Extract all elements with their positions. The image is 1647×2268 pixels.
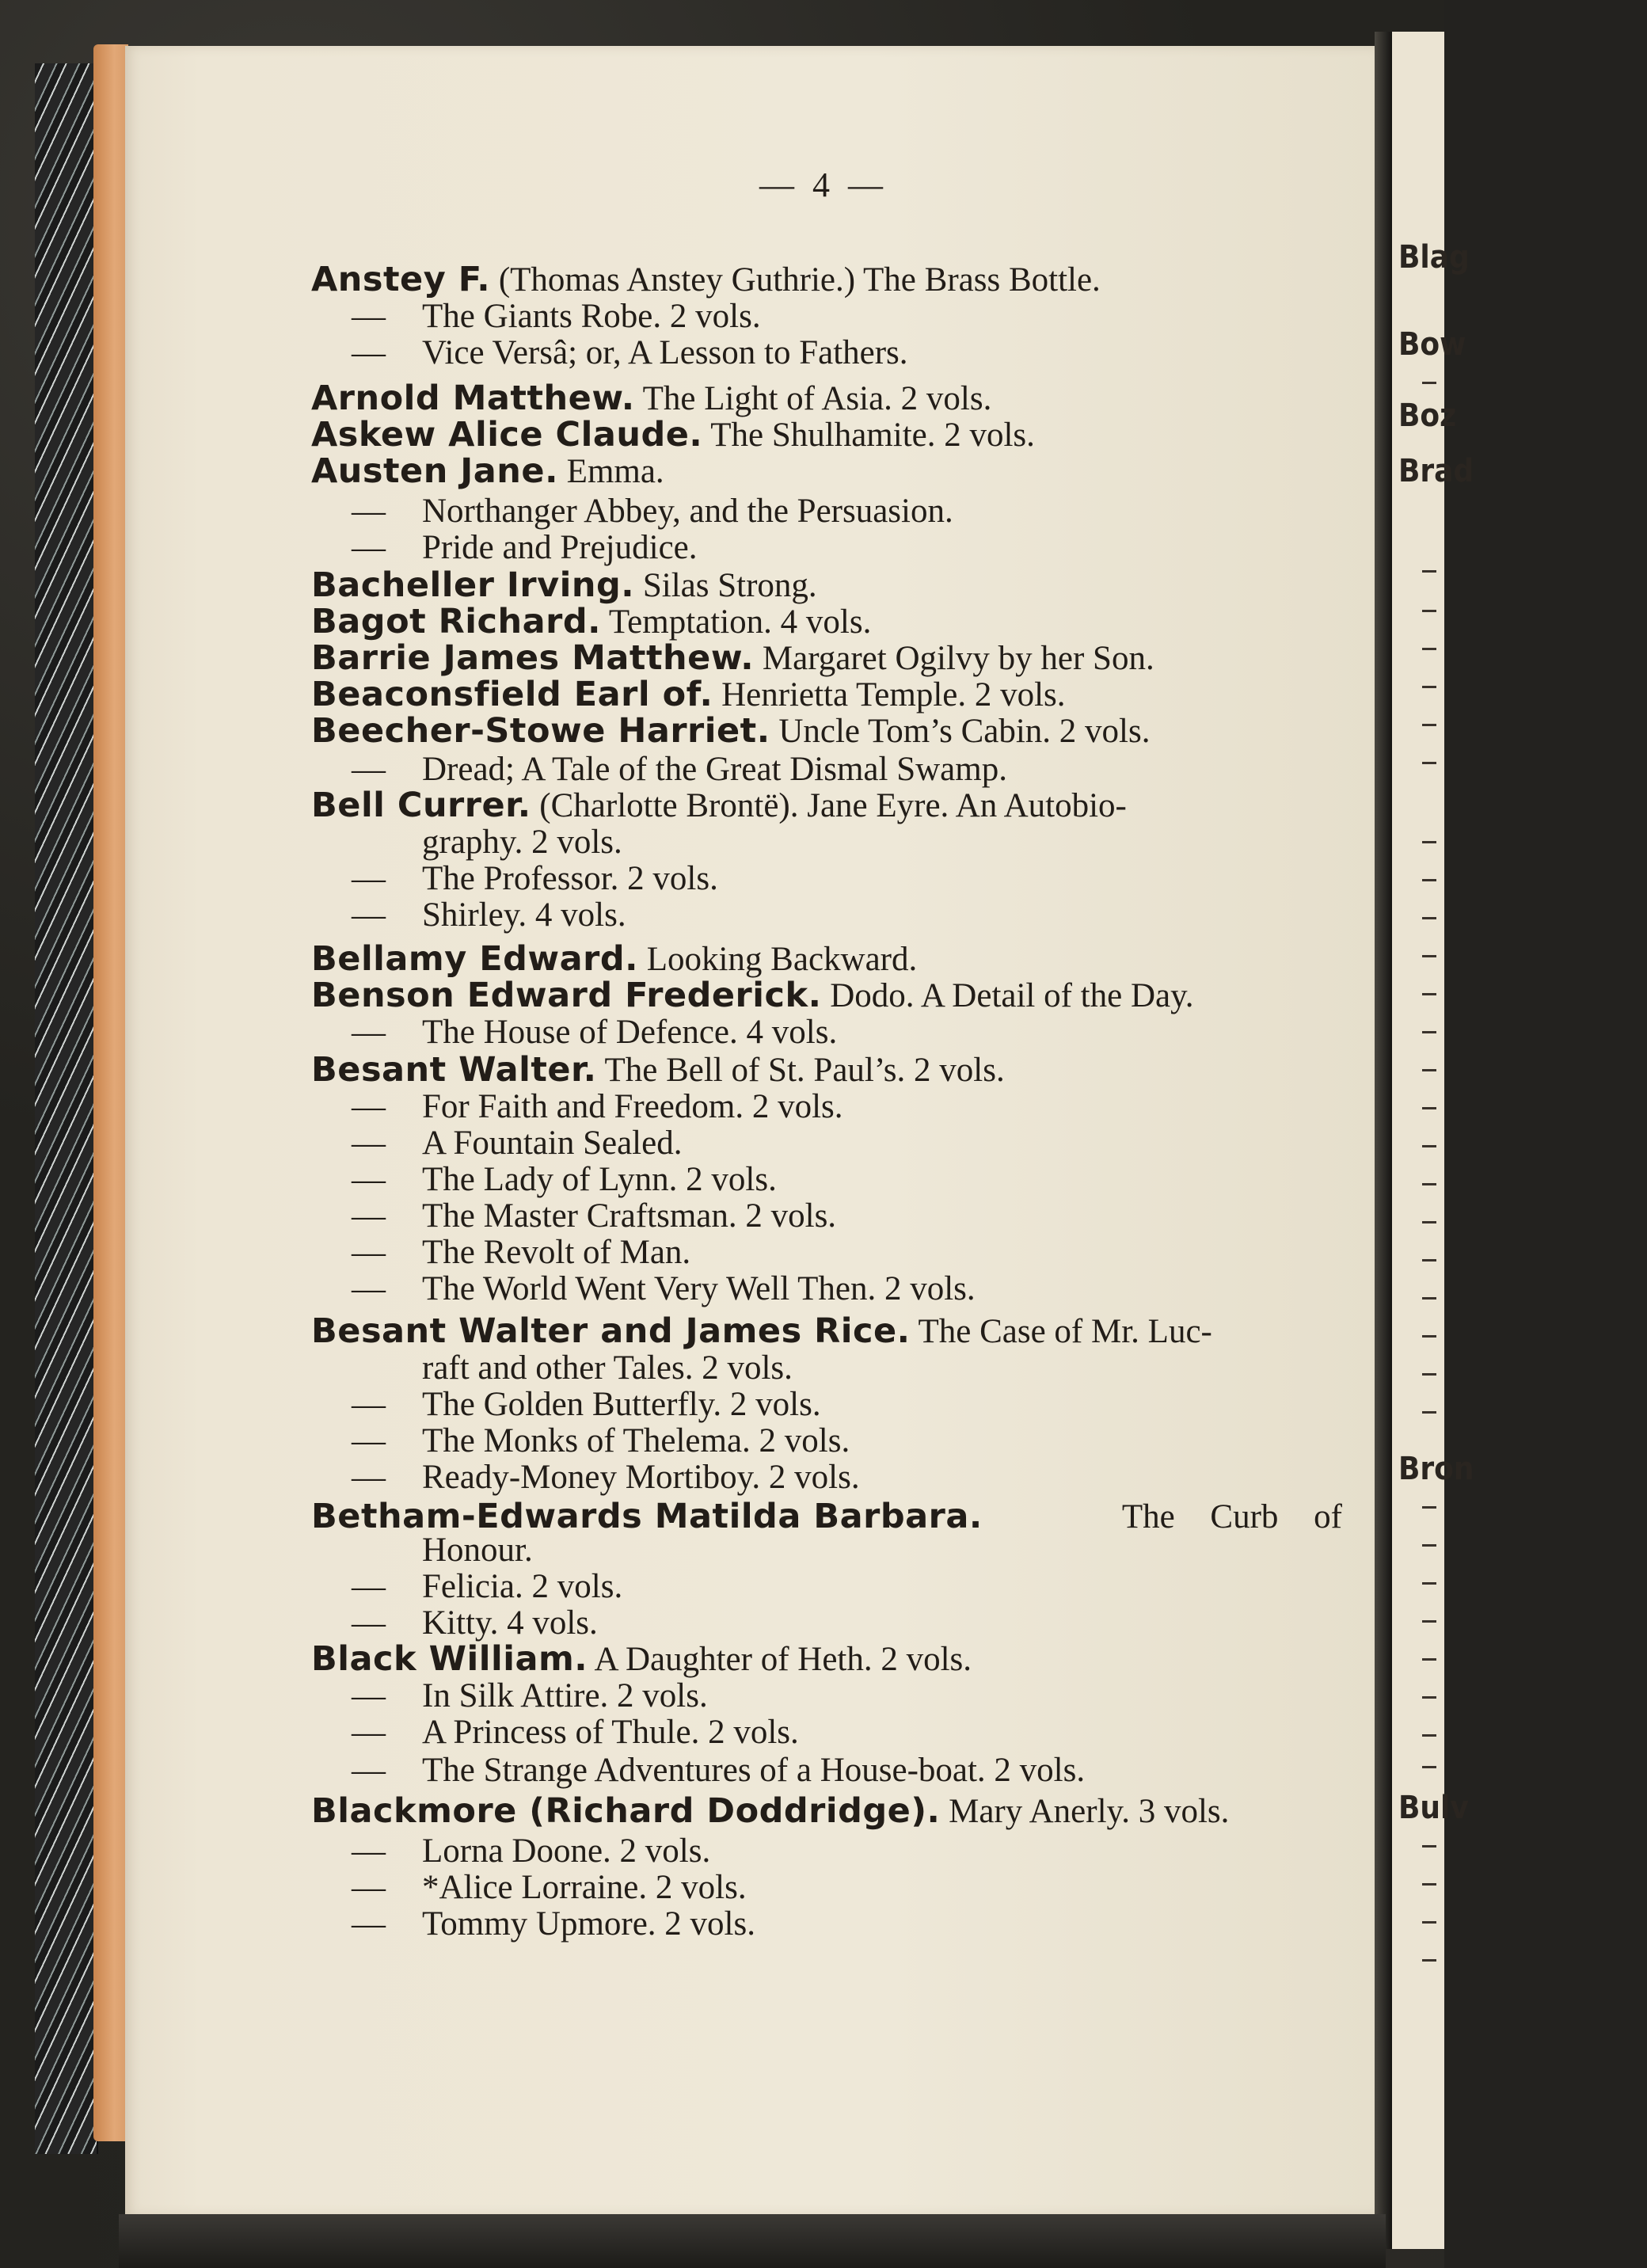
- entry-author: Beecher-Stowe Harriet.: [311, 711, 770, 751]
- entry-line: [311, 976, 1194, 1015]
- entry-author: Bagot Richard.: [311, 602, 601, 641]
- ditto-dash: —: [352, 860, 386, 897]
- entry-title: Pride and Prejudice.: [422, 529, 698, 566]
- entry-title: Vice Versâ; or, A Lesson to Fathers.: [422, 334, 908, 371]
- ditto-dash: —: [352, 1459, 386, 1496]
- entry-line: [311, 379, 992, 418]
- entry-title: Emma.: [566, 453, 664, 490]
- entry-title: A Princess of Thule. 2 vols.: [422, 1714, 799, 1751]
- ditto-dash: —: [352, 1088, 386, 1125]
- ditto-dash: —: [352, 1832, 386, 1870]
- next-page-fragment: Bow: [1398, 326, 1466, 363]
- entry-author: Arnold Matthew.: [311, 379, 635, 418]
- entry-title: Mary Anerly. 3 vols.: [949, 1793, 1230, 1830]
- entry-title: The Light of Asia. 2 vols.: [642, 380, 992, 417]
- entry-title: The Golden Butterfly. 2 vols.: [422, 1386, 821, 1423]
- entry-title: The Curb of: [1121, 1498, 1342, 1535]
- entry-author: Askew Alice Claude.: [311, 415, 703, 455]
- next-page-fragment: Bulv: [1398, 1790, 1469, 1826]
- entry-title: Silas Strong.: [642, 567, 817, 604]
- entry-title: Ready-Money Mortiboy. 2 vols.: [422, 1459, 860, 1496]
- entry-line: [311, 1791, 1230, 1831]
- ditto-dash: —: [352, 1422, 386, 1459]
- entry-title: The House of Defence. 4 vols.: [422, 1014, 838, 1051]
- entry-line: [311, 415, 1035, 455]
- entry-title: The World Went Very Well Then. 2 vols.: [422, 1270, 976, 1307]
- entry-title: The Monks of Thelema. 2 vols.: [422, 1422, 850, 1459]
- entry-author: Bacheller Irving.: [311, 565, 635, 605]
- next-page-fragment: Bron: [1398, 1451, 1474, 1487]
- ditto-dash: —: [352, 1568, 386, 1605]
- ditto-dash: —: [352, 1905, 386, 1943]
- ditto-dash: —: [352, 1869, 386, 1906]
- ditto-dash: —: [352, 1234, 386, 1271]
- entry-title: Dread; A Tale of the Great Dismal Swamp.: [422, 751, 1007, 788]
- entry-title: The Revolt of Man.: [422, 1234, 691, 1271]
- entry-continuation: Honour.: [422, 1532, 533, 1569]
- entry-title: Dodo. A Detail of the Day.: [830, 977, 1194, 1014]
- entry-line: [311, 260, 1101, 299]
- entry-author: Barrie James Matthew.: [311, 638, 755, 678]
- entry-title: Margaret Ogilvy by her Son.: [762, 640, 1154, 677]
- ditto-dash: —: [352, 1714, 386, 1751]
- next-page-fragment: Blag: [1398, 239, 1470, 276]
- entry-title: The Lady of Lynn. 2 vols.: [422, 1161, 777, 1198]
- entry-title: In Silk Attire. 2 vols.: [422, 1677, 708, 1714]
- ditto-dash: —: [352, 1124, 386, 1162]
- ditto-dash: —: [352, 1677, 386, 1714]
- next-page-fragment: Boz: [1398, 398, 1457, 434]
- entry-line: [311, 939, 918, 979]
- entry-author: Blackmore (Richard Doddridge).: [311, 1791, 941, 1831]
- entry-author: Bellamy Edward.: [311, 939, 638, 979]
- entry-title: Shirley. 4 vols.: [422, 896, 626, 934]
- entry-title: The Shulhamite. 2 vols.: [710, 417, 1035, 454]
- entry-title: (Thomas Anstey Guthrie.) The Brass Bottle.: [498, 261, 1101, 299]
- entry-line: [311, 565, 817, 605]
- entry-title: The Giants Robe. 2 vols.: [422, 298, 761, 335]
- entry-line: [311, 711, 1151, 751]
- entry-title: Felicia. 2 vols.: [422, 1568, 623, 1605]
- entry-title: Henrietta Temple. 2 vols.: [721, 676, 1066, 714]
- entry-title: Uncle Tom’s Cabin. 2 vols.: [778, 713, 1151, 750]
- ditto-dash: —: [352, 529, 386, 566]
- entry-line: [311, 1639, 972, 1679]
- ditto-dash: —: [352, 751, 386, 788]
- entry-line: [311, 1497, 1342, 1536]
- ditto-dash: —: [352, 1752, 386, 1789]
- entry-author: Betham-Edwards Matilda Barbara.: [311, 1497, 983, 1536]
- entry-title: Temptation. 4 vols.: [608, 603, 872, 641]
- ditto-dash: —: [352, 1161, 386, 1198]
- entry-title: Lorna Doone. 2 vols.: [422, 1832, 711, 1870]
- entry-title: For Faith and Freedom. 2 vols.: [422, 1088, 843, 1125]
- ditto-dash: —: [352, 896, 386, 934]
- entry-continuation: graphy. 2 vols.: [422, 824, 622, 861]
- entry-title: The Strange Adventures of a House-boat. 2 vols.: [422, 1752, 1086, 1789]
- page-number: — 4 —: [759, 166, 888, 204]
- entry-title: Northanger Abbey, and the Persuasion.: [422, 493, 953, 530]
- entry-title: The Professor. 2 vols.: [422, 860, 718, 897]
- ditto-dash: —: [352, 1604, 386, 1642]
- entry-author: Besant Walter.: [311, 1050, 597, 1090]
- entry-title: The Bell of St. Paul’s. 2 vols.: [604, 1052, 1005, 1089]
- entry-line: [311, 602, 872, 641]
- entry-title: Kitty. 4 vols.: [422, 1604, 598, 1642]
- ditto-dash: —: [352, 1270, 386, 1307]
- next-page-fragment: Brad: [1398, 453, 1474, 489]
- entry-line: [311, 638, 1154, 678]
- entry-line: [311, 1311, 1212, 1351]
- ditto-dash: —: [352, 334, 386, 371]
- entry-title: The Master Craftsman. 2 vols.: [422, 1197, 837, 1235]
- entry-author: Bell Currer.: [311, 786, 531, 825]
- entry-title: The Case of Mr. Luc-: [918, 1313, 1212, 1350]
- entry-author: Beaconsfield Earl of.: [311, 675, 713, 714]
- entry-author: Besant Walter and James Rice.: [311, 1311, 911, 1351]
- ditto-dash: —: [352, 298, 386, 335]
- entry-author: Benson Edward Frederick.: [311, 976, 822, 1015]
- ditto-dash: —: [352, 1386, 386, 1423]
- entry-author: Black William.: [311, 1639, 588, 1679]
- entry-continuation: raft and other Tales. 2 vols.: [422, 1349, 793, 1387]
- entry-title: Looking Backward.: [646, 941, 918, 978]
- entry-title: A Fountain Sealed.: [422, 1124, 683, 1162]
- entry-line: [311, 451, 664, 491]
- ditto-dash: —: [352, 493, 386, 530]
- entry-line: [311, 675, 1066, 714]
- entry-line: [311, 786, 1127, 825]
- entry-line: [311, 1050, 1005, 1090]
- ditto-dash: —: [352, 1197, 386, 1235]
- entry-title: *Alice Lorraine. 2 vols.: [422, 1869, 747, 1906]
- ditto-dash: —: [352, 1014, 386, 1051]
- entry-author: Anstey F.: [311, 260, 491, 299]
- entry-author: Austen Jane.: [311, 451, 558, 491]
- entry-title: Tommy Upmore. 2 vols.: [422, 1905, 755, 1943]
- entry-title: (Charlotte Brontë). Jane Eyre. An Autobio-: [539, 787, 1127, 824]
- entry-title: A Daughter of Heth. 2 vols.: [594, 1641, 972, 1678]
